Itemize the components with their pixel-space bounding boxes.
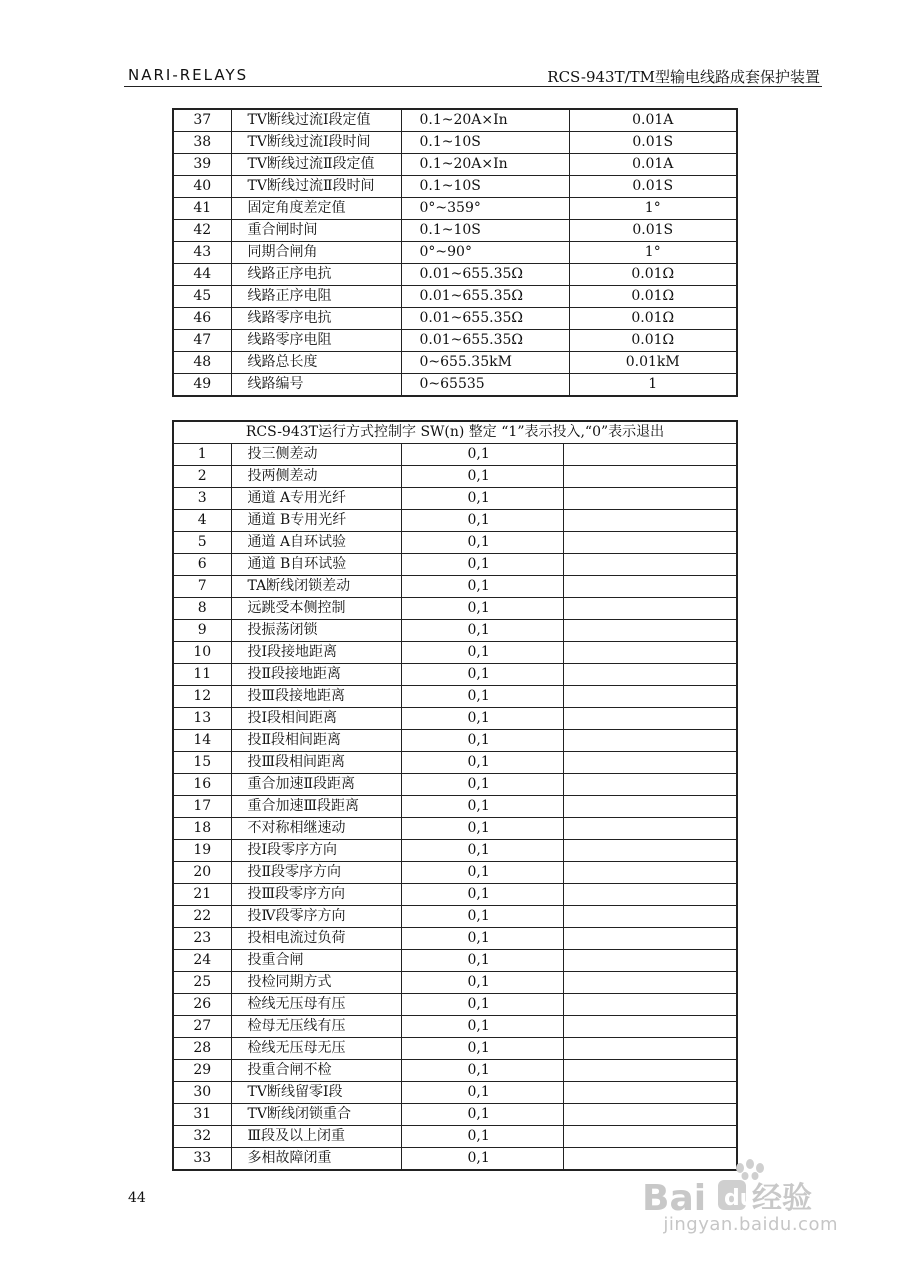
setting-step: 0.01Ω [569, 264, 737, 286]
table-row [173, 906, 737, 928]
svg-text:du: du [724, 1186, 756, 1211]
setting-step: 0.01kM [569, 352, 737, 374]
control-bit-values: 0,1 [401, 1038, 563, 1060]
control-bit-remark [563, 1038, 737, 1060]
control-bit-values: 0,1 [401, 598, 563, 620]
control-bit-remark [563, 576, 737, 598]
row-number: 8 [173, 598, 231, 620]
control-bit-values: 0,1 [401, 730, 563, 752]
control-bit-remark [563, 1104, 737, 1126]
table-row [173, 154, 737, 176]
control-bit-name: 远跳受本侧控制 [231, 598, 401, 620]
row-number: 3 [173, 488, 231, 510]
table-row [173, 686, 737, 708]
table-row [173, 286, 737, 308]
setting-name: TV断线过流Ⅱ段定值 [231, 154, 401, 176]
header-divider [124, 86, 822, 87]
row-number: 14 [173, 730, 231, 752]
control-bit-values: 0,1 [401, 796, 563, 818]
row-number: 24 [173, 950, 231, 972]
setting-name: TV断线过流Ⅰ段定值 [231, 109, 401, 132]
table-row [173, 774, 737, 796]
row-number: 31 [173, 1104, 231, 1126]
control-bit-remark [563, 510, 737, 532]
setting-name: 线路零序电抗 [231, 308, 401, 330]
control-bit-remark [563, 488, 737, 510]
table-row [173, 796, 737, 818]
table-row [173, 264, 737, 286]
control-bit-name: 重合加速Ⅲ段距离 [231, 796, 401, 818]
control-bit-values: 0,1 [401, 620, 563, 642]
table-row [173, 1038, 737, 1060]
setting-name: 固定角度差定值 [231, 198, 401, 220]
control-bit-values: 0,1 [401, 576, 563, 598]
control-bit-values: 0,1 [401, 928, 563, 950]
setting-name: 线路正序电抗 [231, 264, 401, 286]
row-number: 4 [173, 510, 231, 532]
row-number: 25 [173, 972, 231, 994]
row-number: 38 [173, 132, 231, 154]
control-bit-values: 0,1 [401, 1104, 563, 1126]
setting-range: 0~655.35kM [401, 352, 569, 374]
control-bit-name: 投三侧差动 [231, 444, 401, 466]
table-row [173, 109, 737, 132]
table-row [173, 444, 737, 466]
table-row [173, 752, 737, 774]
control-bit-name: 通道 A自环试验 [231, 532, 401, 554]
control-bit-name: 投相电流过负荷 [231, 928, 401, 950]
setting-name: 重合闸时间 [231, 220, 401, 242]
control-bit-name: 检线无压母有压 [231, 994, 401, 1016]
control-bit-values: 0,1 [401, 664, 563, 686]
control-bit-values: 0,1 [401, 488, 563, 510]
table-row [173, 620, 737, 642]
page-number: 44 [128, 1190, 146, 1206]
control-bit-values: 0,1 [401, 774, 563, 796]
control-bit-name: TV断线闭锁重合 [231, 1104, 401, 1126]
setting-step: 0.01Ω [569, 330, 737, 352]
control-bit-name: 投振荡闭锁 [231, 620, 401, 642]
table-row [173, 554, 737, 576]
row-number: 29 [173, 1060, 231, 1082]
control-word-table [172, 420, 738, 1171]
table-row [173, 176, 737, 198]
setting-step: 0.01S [569, 220, 737, 242]
baidu-jingyan-watermark [642, 1158, 838, 1244]
control-bit-remark [563, 1016, 737, 1038]
control-bit-name: 投两侧差动 [231, 466, 401, 488]
control-bit-remark [563, 730, 737, 752]
control-bit-remark [563, 598, 737, 620]
setting-range: 0.01~655.35Ω [401, 330, 569, 352]
control-bit-remark [563, 620, 737, 642]
setting-name: 同期合闸角 [231, 242, 401, 264]
table-row [173, 1016, 737, 1038]
table-row [173, 220, 737, 242]
row-number: 48 [173, 352, 231, 374]
row-number: 41 [173, 198, 231, 220]
row-number: 28 [173, 1038, 231, 1060]
control-bit-values: 0,1 [401, 510, 563, 532]
table-row [173, 374, 737, 397]
setting-step: 0.01Ω [569, 308, 737, 330]
control-bit-remark [563, 686, 737, 708]
control-bit-remark [563, 972, 737, 994]
setting-name: 线路总长度 [231, 352, 401, 374]
table-row [173, 884, 737, 906]
table-row [173, 994, 737, 1016]
row-number: 16 [173, 774, 231, 796]
control-bit-values: 0,1 [401, 1082, 563, 1104]
table-row [173, 488, 737, 510]
control-bit-name: 投检同期方式 [231, 972, 401, 994]
row-number: 22 [173, 906, 231, 928]
control-bit-values: 0,1 [401, 686, 563, 708]
control-bit-values: 0,1 [401, 642, 563, 664]
table-row [173, 510, 737, 532]
row-number: 11 [173, 664, 231, 686]
control-bit-remark [563, 884, 737, 906]
control-bit-values: 0,1 [401, 950, 563, 972]
row-number: 2 [173, 466, 231, 488]
control-bit-remark [563, 708, 737, 730]
table-row [173, 730, 737, 752]
control-bit-values: 0,1 [401, 1148, 563, 1171]
table-row [173, 576, 737, 598]
control-bit-remark [563, 554, 737, 576]
control-bit-name: 投Ⅰ段接地距离 [231, 642, 401, 664]
row-number: 49 [173, 374, 231, 397]
control-bit-remark [563, 840, 737, 862]
row-number: 46 [173, 308, 231, 330]
control-bit-remark [563, 796, 737, 818]
table-row [173, 352, 737, 374]
control-bit-name: 检母无压线有压 [231, 1016, 401, 1038]
control-bit-values: 0,1 [401, 466, 563, 488]
control-bit-remark [563, 532, 737, 554]
control-bit-name: 投Ⅲ段零序方向 [231, 884, 401, 906]
control-bit-values: 0,1 [401, 906, 563, 928]
table-row [173, 1060, 737, 1082]
row-number: 32 [173, 1126, 231, 1148]
control-bit-values: 0,1 [401, 884, 563, 906]
control-bit-remark [563, 950, 737, 972]
control-bit-name: 投重合闸不检 [231, 1060, 401, 1082]
setting-range: 0°~359° [401, 198, 569, 220]
row-number: 33 [173, 1148, 231, 1171]
control-bit-values: 0,1 [401, 554, 563, 576]
control-bit-name: 通道 A专用光纤 [231, 488, 401, 510]
table-row [173, 840, 737, 862]
table-row [173, 664, 737, 686]
setting-range: 0.01~655.35Ω [401, 286, 569, 308]
control-bit-name: 通道 B专用光纤 [231, 510, 401, 532]
control-bit-name: 重合加速Ⅱ段距离 [231, 774, 401, 796]
control-bit-values: 0,1 [401, 1060, 563, 1082]
control-bit-name: 通道 B自环试验 [231, 554, 401, 576]
row-number: 5 [173, 532, 231, 554]
setting-step: 1° [569, 198, 737, 220]
control-word-title-row [173, 421, 737, 444]
row-number: 37 [173, 109, 231, 132]
row-number: 21 [173, 884, 231, 906]
control-bit-name: 投重合闸 [231, 950, 401, 972]
control-bit-remark [563, 752, 737, 774]
row-number: 39 [173, 154, 231, 176]
control-bit-remark [563, 928, 737, 950]
setting-range: 0.1~10S [401, 132, 569, 154]
row-number: 44 [173, 264, 231, 286]
table-row [173, 862, 737, 884]
table-row [173, 928, 737, 950]
setting-name: 线路零序电阻 [231, 330, 401, 352]
table-row [173, 1104, 737, 1126]
control-bit-name: 不对称相继速动 [231, 818, 401, 840]
table-row [173, 242, 737, 264]
control-bit-name: 投Ⅱ段相间距离 [231, 730, 401, 752]
row-number: 9 [173, 620, 231, 642]
table-row [173, 642, 737, 664]
control-bit-name: 投Ⅰ段零序方向 [231, 840, 401, 862]
row-number: 42 [173, 220, 231, 242]
row-number: 30 [173, 1082, 231, 1104]
table-row [173, 818, 737, 840]
row-number: 17 [173, 796, 231, 818]
setting-range: 0.1~20A×In [401, 154, 569, 176]
row-number: 45 [173, 286, 231, 308]
setting-step: 0.01A [569, 109, 737, 132]
setting-range: 0.1~10S [401, 220, 569, 242]
control-bit-name: TV断线留零Ⅰ段 [231, 1082, 401, 1104]
table-row [173, 1126, 737, 1148]
row-number: 6 [173, 554, 231, 576]
setting-step: 1 [569, 374, 737, 397]
control-bit-remark [563, 1060, 737, 1082]
setting-name: TV断线过流Ⅱ段时间 [231, 176, 401, 198]
setting-range: 0~65535 [401, 374, 569, 397]
control-bit-remark [563, 1082, 737, 1104]
control-bit-values: 0,1 [401, 532, 563, 554]
table-row [173, 598, 737, 620]
control-bit-remark [563, 818, 737, 840]
control-bit-name: 多相故障闭重 [231, 1148, 401, 1171]
control-bit-remark [563, 774, 737, 796]
row-number: 26 [173, 994, 231, 1016]
control-bit-values: 0,1 [401, 818, 563, 840]
control-bit-name: TA断线闭锁差动 [231, 576, 401, 598]
control-bit-remark [563, 466, 737, 488]
row-number: 1 [173, 444, 231, 466]
setting-range: 0.1~20A×In [401, 109, 569, 132]
row-number: 47 [173, 330, 231, 352]
table-row [173, 308, 737, 330]
setting-name: 线路编号 [231, 374, 401, 397]
row-number: 13 [173, 708, 231, 730]
setting-range: 0.01~655.35Ω [401, 264, 569, 286]
row-number: 43 [173, 242, 231, 264]
header-brand: NARI-RELAYS [128, 66, 249, 84]
header-title: RCS-943T/TM型输电线路成套保护装置 [547, 68, 820, 86]
control-bit-values: 0,1 [401, 972, 563, 994]
settings-table [172, 108, 738, 397]
table-row [173, 132, 737, 154]
row-number: 40 [173, 176, 231, 198]
table-row [173, 950, 737, 972]
baidu-jingyan-logo [642, 1158, 838, 1218]
svg-text:Bai: Bai [642, 1178, 707, 1218]
control-bit-values: 0,1 [401, 1126, 563, 1148]
control-bit-name: 检线无压母无压 [231, 1038, 401, 1060]
control-bit-name: 投Ⅳ段零序方向 [231, 906, 401, 928]
control-bit-remark [563, 862, 737, 884]
table-row [173, 330, 737, 352]
control-bit-values: 0,1 [401, 752, 563, 774]
setting-range: 0°~90° [401, 242, 569, 264]
control-bit-name: 投Ⅲ段接地距离 [231, 686, 401, 708]
control-word-title: RCS-943T运行方式控制字 SW(n) 整定 “1”表示投入,“0”表示退出 [173, 421, 737, 444]
setting-step: 0.01S [569, 132, 737, 154]
control-bit-remark [563, 1126, 737, 1148]
control-bit-values: 0,1 [401, 444, 563, 466]
control-bit-values: 0,1 [401, 840, 563, 862]
table-row [173, 198, 737, 220]
control-bit-name: 投Ⅰ段相间距离 [231, 708, 401, 730]
row-number: 23 [173, 928, 231, 950]
setting-name: 线路正序电阻 [231, 286, 401, 308]
control-bit-name: 投Ⅱ段零序方向 [231, 862, 401, 884]
setting-step: 0.01S [569, 176, 737, 198]
watermark-url: jingyan.baidu.com [663, 1214, 838, 1235]
table-row [173, 708, 737, 730]
setting-step: 0.01A [569, 154, 737, 176]
svg-text:经验: 经验 [752, 1181, 812, 1216]
table-row [173, 1082, 737, 1104]
row-number: 19 [173, 840, 231, 862]
control-bit-remark [563, 994, 737, 1016]
control-bit-values: 0,1 [401, 1016, 563, 1038]
table-row [173, 972, 737, 994]
control-bit-values: 0,1 [401, 862, 563, 884]
setting-range: 0.01~655.35Ω [401, 308, 569, 330]
table-row [173, 466, 737, 488]
control-bit-remark [563, 906, 737, 928]
row-number: 18 [173, 818, 231, 840]
control-bit-name: 投Ⅱ段接地距离 [231, 664, 401, 686]
row-number: 12 [173, 686, 231, 708]
row-number: 10 [173, 642, 231, 664]
setting-name: TV断线过流Ⅰ段时间 [231, 132, 401, 154]
control-bit-values: 0,1 [401, 708, 563, 730]
control-bit-name: 投Ⅲ段相间距离 [231, 752, 401, 774]
row-number: 7 [173, 576, 231, 598]
control-bit-remark [563, 642, 737, 664]
control-bit-values: 0,1 [401, 994, 563, 1016]
control-bit-remark [563, 444, 737, 466]
setting-range: 0.1~10S [401, 176, 569, 198]
row-number: 15 [173, 752, 231, 774]
table-row [173, 532, 737, 554]
control-bit-name: Ⅲ段及以上闭重 [231, 1126, 401, 1148]
setting-step: 0.01Ω [569, 286, 737, 308]
row-number: 20 [173, 862, 231, 884]
setting-step: 1° [569, 242, 737, 264]
row-number: 27 [173, 1016, 231, 1038]
control-bit-remark [563, 664, 737, 686]
